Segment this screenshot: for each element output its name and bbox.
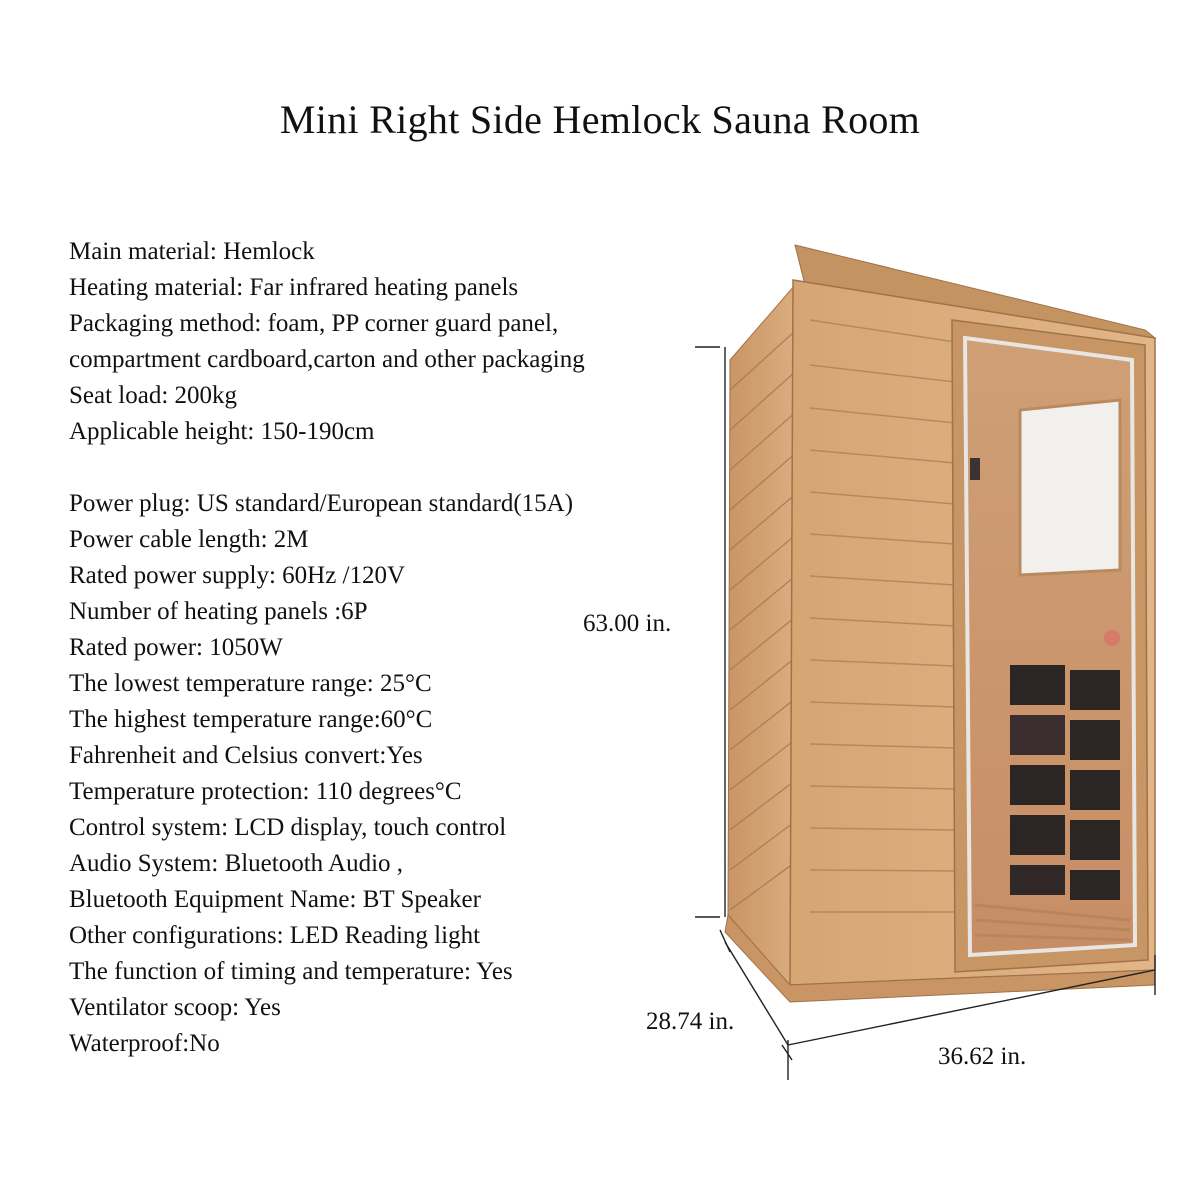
spec-item: Bluetooth Equipment Name: BT Speaker xyxy=(69,886,481,913)
spec-item: The highest temperature range:60°C xyxy=(69,706,433,733)
spec-item: Rated power supply: 60Hz /120V xyxy=(69,562,406,589)
spec-spacer xyxy=(69,450,585,486)
spec-item: Number of heating panels :6P xyxy=(69,598,368,625)
spec-item: compartment cardboard,carton and other packaging xyxy=(69,346,585,373)
page-title: Mini Right Side Hemlock Sauna Room xyxy=(279,97,921,142)
interior-window xyxy=(1020,400,1120,575)
spec-item: Main material: Hemlock xyxy=(69,238,315,265)
spec-item: Packaging method: foam, PP corner guard panel, xyxy=(69,310,559,337)
spec-item: Rated power: 1050W xyxy=(69,634,283,661)
spec-item: Control system: LCD display, touch control xyxy=(69,814,507,841)
spec-item: Other configurations: LED Reading light xyxy=(69,922,481,949)
spec-item: The function of timing and temperature: Yes xyxy=(69,958,513,985)
depth-dimension-label: 28.74 in. xyxy=(646,1008,735,1035)
height-dimension-line xyxy=(695,347,725,917)
spec-item: Seat load: 200kg xyxy=(69,382,238,409)
spec-item: Power cable length: 2M xyxy=(69,526,309,553)
sauna-illustration xyxy=(680,230,1180,1110)
spec-item: Ventilator scoop: Yes xyxy=(69,994,281,1021)
spec-item: Power plug: US standard/European standard(15A) xyxy=(69,490,574,517)
vent-light xyxy=(970,458,980,480)
spec-list xyxy=(69,234,585,1062)
height-dimension-label: 63.00 in. xyxy=(583,610,672,637)
spec-item: Fahrenheit and Celsius convert:Yes xyxy=(69,742,423,769)
spec-item: Applicable height: 150-190cm xyxy=(69,418,375,445)
spec-item: Audio System: Bluetooth Audio , xyxy=(69,850,404,877)
spec-item: Waterproof:No xyxy=(69,1030,220,1057)
spec-item: The lowest temperature range: 25°C xyxy=(69,670,432,697)
door-handle xyxy=(1104,630,1120,646)
spec-item: Temperature protection: 110 degrees°C xyxy=(69,778,462,805)
width-dimension-label: 36.62 in. xyxy=(938,1043,1027,1070)
spec-item: Heating material: Far infrared heating panels xyxy=(69,274,519,301)
